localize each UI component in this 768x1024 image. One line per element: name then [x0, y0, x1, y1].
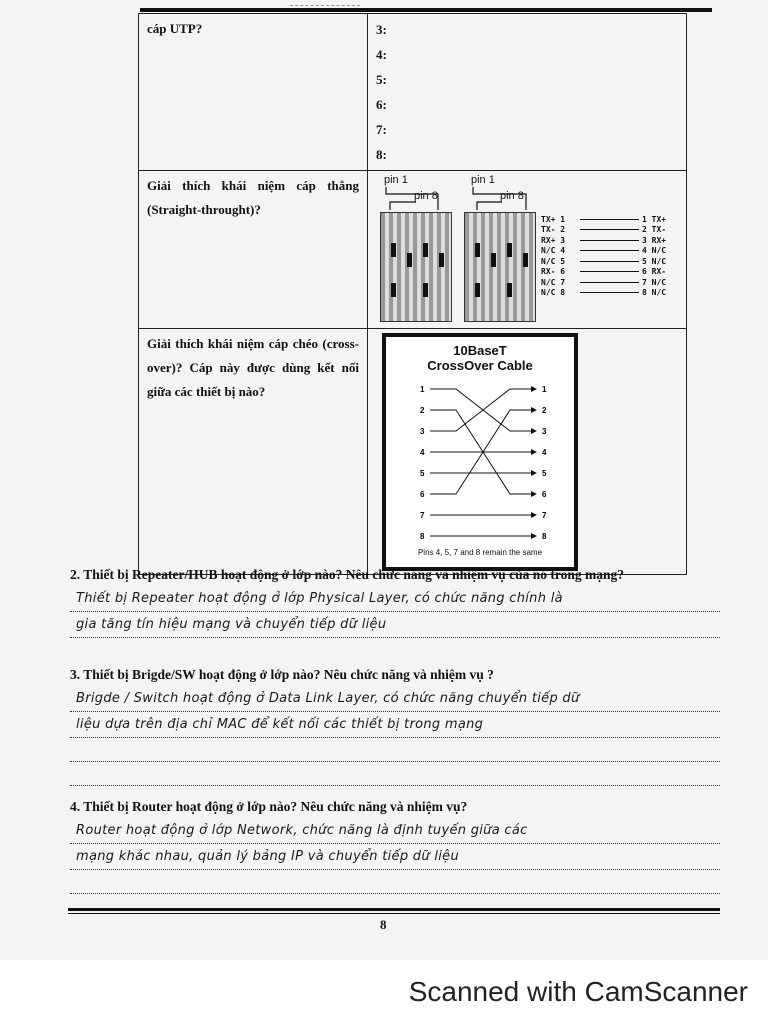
- blank-answer-line: [70, 762, 720, 786]
- wire-row: TX+ 1 1 TX+: [541, 214, 667, 224]
- question-4-block: [70, 796, 720, 894]
- question-cell: [139, 329, 368, 575]
- question-2-block: [70, 564, 720, 638]
- answer-line: mạng khác nhau, quản lý bảng IP và chuyển tiếp dữ liệu: [70, 844, 720, 870]
- bottom-rule: [68, 913, 720, 914]
- crossover-pin-label-left: 8: [420, 532, 425, 541]
- pin8-label: pin 8: [414, 190, 438, 202]
- answer-cell: [368, 14, 687, 171]
- bottom-rule: [68, 908, 720, 911]
- crossover-pin-label-right: 1: [542, 385, 547, 394]
- crossover-pin-label-right: 4: [542, 448, 547, 457]
- pin8-label: pin 8: [500, 190, 524, 202]
- wire-row: N/C 4 4 N/C: [541, 246, 667, 256]
- crossover-pin-label-right: 3: [542, 427, 547, 436]
- wire-row: RX+ 3 3 RX+: [541, 235, 667, 245]
- wire-row: N/C 7 7 N/C: [541, 277, 667, 287]
- blank-answer-line: [70, 738, 720, 762]
- answer-line: Brigde / Switch hoạt động ở Data Link Layer, có chức năng chuyển tiếp dữ: [70, 686, 720, 712]
- crossover-wiring: [386, 379, 574, 549]
- wire-row: N/C 8 8 N/C: [541, 288, 667, 298]
- list-item: 8:: [376, 147, 387, 162]
- crossover-pin-label-left: 7: [420, 511, 425, 520]
- question-cell: [139, 171, 368, 329]
- scanner-watermark: Scanned with CamScanner: [408, 976, 748, 1007]
- crossover-note: Pins 4, 5, 7 and 8 remain the same: [417, 548, 543, 557]
- question-3-block: [70, 664, 720, 786]
- crossover-pin-label-left: 2: [420, 406, 425, 415]
- list-item: 3:: [376, 22, 387, 37]
- crossover-title: 10BaseT CrossOver Cable: [427, 343, 533, 373]
- crossover-pin-label-right: 5: [542, 469, 547, 478]
- list-item: 7:: [376, 122, 387, 137]
- header-scribble: [290, 0, 360, 6]
- answer-cell: [368, 171, 687, 329]
- crossover-pin-label-left: 4: [420, 448, 425, 457]
- question-text-utp: cáp UTP?: [147, 21, 203, 36]
- crossover-pin-label-left: 6: [420, 490, 425, 499]
- question-3-text: 3. Thiết bị Brigde/SW hoạt động ở lớp nào? Nêu chức năng và nhiệm vụ ?: [70, 667, 494, 682]
- answer-line: liệu dựa trên địa chỉ MAC để kết nối các thiết bị trong mạng: [70, 712, 720, 738]
- crossover-pin-label-left: 5: [420, 469, 425, 478]
- answer-cell: [368, 329, 687, 575]
- straight-wire-map: [541, 214, 676, 298]
- pin1-label: pin 1: [471, 174, 495, 186]
- crossover-pin-label-left: 1: [420, 385, 425, 394]
- wire-row: RX- 6 6 RX-: [541, 267, 667, 277]
- crossover-pin-label-left: 3: [420, 427, 425, 436]
- answer-line: Router hoạt động ở lớp Network, chức năng là định tuyến giữa các: [70, 818, 720, 844]
- question-4-text: 4. Thiết bị Router hoạt động ở lớp nào? Nêu chức năng và nhiệm vụ?: [70, 799, 468, 814]
- question-cell: [139, 14, 368, 171]
- crossover-pin-label-right: 7: [542, 511, 547, 520]
- pin-number-list: [376, 17, 678, 167]
- pin1-label: pin 1: [384, 174, 408, 186]
- wire-row: TX- 2 2 TX-: [541, 225, 667, 235]
- pin-pointer-lines: [376, 174, 676, 214]
- question-text-crossover: Giải thích khái niệm cáp chéo (cross-over)? Cáp này được dùng kết nối giữa các thiết bị nào?: [147, 336, 359, 399]
- table-row: [139, 14, 687, 171]
- question-2-text: 2. Thiết bị Repeater/HUB hoạt động ở lớp nào? Nêu chức năng và nhiệm vụ của nó trong mạng?: [70, 567, 624, 582]
- crossover-diagram: [382, 333, 578, 571]
- crossover-pin-label-right: 2: [542, 406, 547, 415]
- question-table: [138, 13, 687, 575]
- answer-line: gia tăng tín hiệu mạng và chuyển tiếp dữ liệu: [70, 612, 720, 638]
- table-row: [139, 171, 687, 329]
- crossover-pin-label-right: 6: [542, 490, 547, 499]
- list-item: 5:: [376, 72, 387, 87]
- rj45-connector-right: [464, 212, 536, 322]
- question-text-straight: Giải thích khái niệm cáp thẳng (Straight-throught)?: [147, 178, 359, 217]
- page-number: 8: [380, 917, 387, 932]
- rj45-connector-left: [380, 212, 452, 322]
- crossover-pin-label-right: 8: [542, 532, 547, 541]
- wire-row: N/C 5 5 N/C: [541, 256, 667, 266]
- list-item: 4:: [376, 47, 387, 62]
- list-item: 6:: [376, 97, 387, 112]
- blank-answer-line: [70, 870, 720, 894]
- top-rule: [140, 8, 712, 12]
- straight-through-diagram: [376, 174, 676, 324]
- answer-line: Thiết bị Repeater hoạt động ở lớp Physical Layer, có chức năng chính là: [70, 586, 720, 612]
- table-row: [139, 329, 687, 575]
